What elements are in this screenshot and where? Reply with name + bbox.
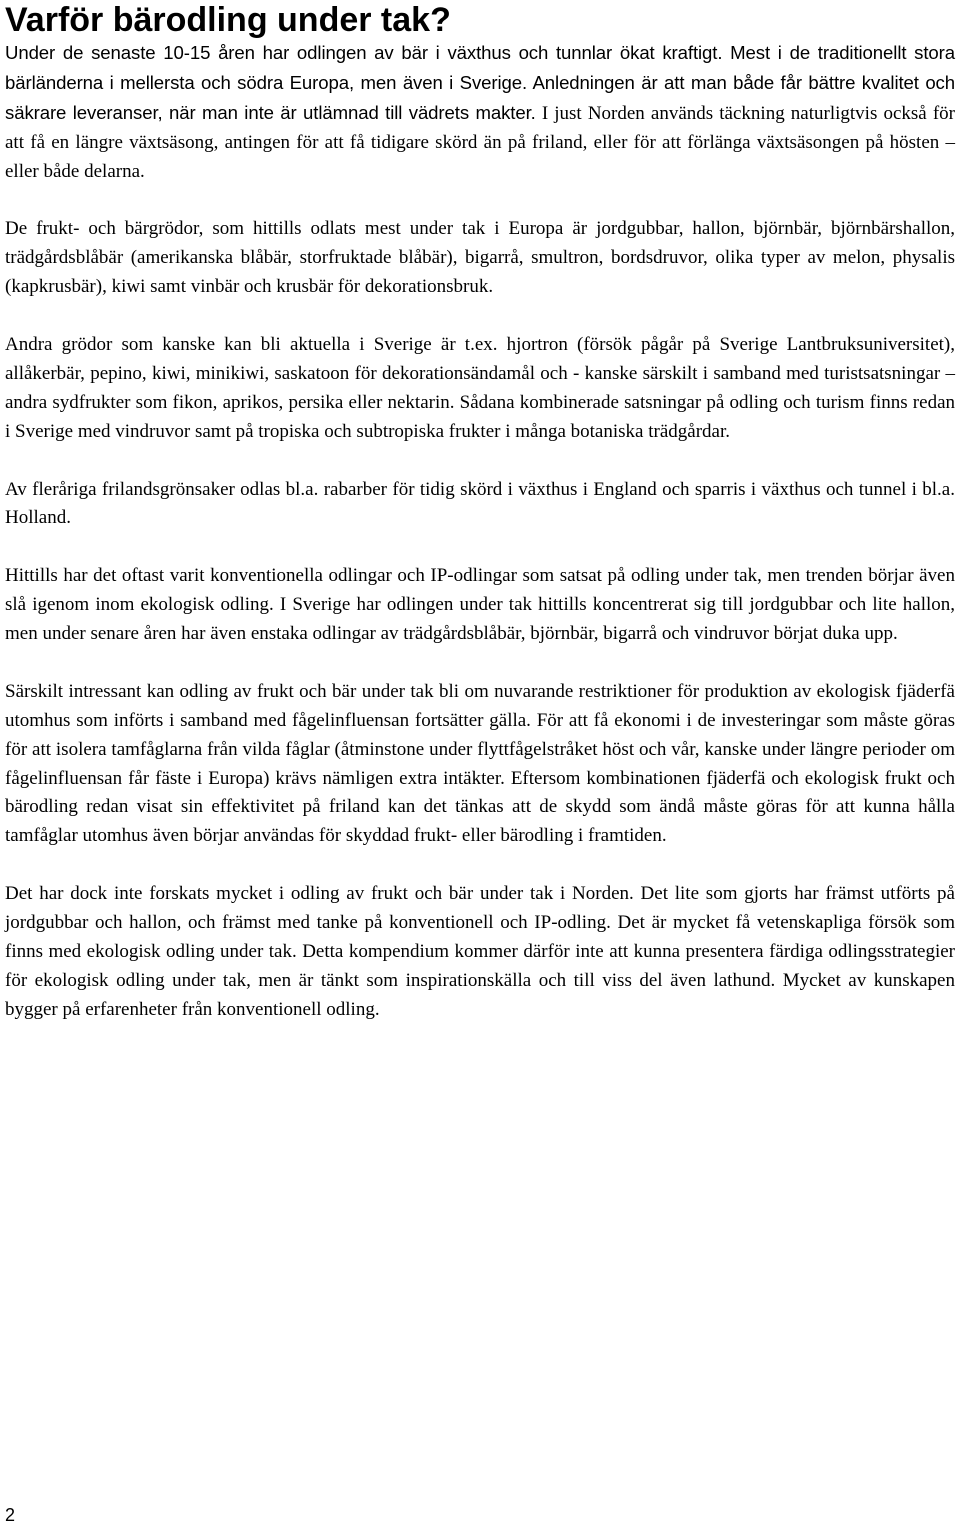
paragraph-poultry-combination: Särskilt intressant kan odling av frukt och bär under tak bli om nuvarande restriktioner för produktion av ekologisk fjäderfä utomhus som införts i samband med fågelinfluensan fortsätter gälla. För att få ekonomi i de investeringar som måste göras för att isolera tamfåglarna från vilda fåglar (åtminstone under flyttfågelstråket höst och vår, kanske under längre perioder om fågelinfluensan får fäste i Europa) krävs nämligen extra intäkter. Eftersom kombinationen fjäderfä och ekologisk frukt och bärodling redan visat sin effektivitet på friland kan det tänkas att de skydd som ändå måste göras för att kunna hålla tamfåglar utomhus även börjar användas för skyddad frukt- eller bärodling i framtiden. — [5, 680, 955, 847]
intro-paragraph — [5, 39, 955, 187]
paragraph-other-crops: Andra grödor som kanske kan bli aktuella i Sverige är t.ex. hjortron (försök pågår på Sverige Lantbruksuniversitet), allåkerbär, pepino, kiwi, minikiwi, saskatoon för dekorationsändamål och - kanske särskilt i samband med turistsatsningar – andra sydfrukter som fikon, aprikos, persika eller nektarin. Sådana kombinerade satsningar på odling och turism finns redan i Sverige med vindruvor samt på tropiska och subtropiska frukter i många botaniska trädgårdar. — [5, 334, 955, 442]
paragraph-crops-europe: De frukt- och bärgrödor, som hittills odlats mest under tak i Europa är jordgubbar, hallon, björnbär, björnbärshallon, trädgårdsblåbär (amerikanska blåbär, storfruktade blåbär), bigarrå, smultron, bordsdruvor, olika typer av melon, physalis (kapkrusbär), kiwi samt vinbär och krusbär för dekorationsbruk. — [5, 218, 955, 298]
paragraph-conventional-trend: Hittills har det oftast varit konventionella odlingar och IP-odlingar som satsat på odling under tak, men trenden börjar även slå igenom inom ekologisk odling. I Sverige har odlingen under tak hittills koncentrerat sig till jordgubbar och lite hallon, men under senare åren har även enstaka odlingar av trädgårdsblåbär, björnbär, bigarrå och vindruvor börjat duka upp. — [5, 565, 955, 645]
page-title: Varför bärodling under tak? — [5, 1, 451, 39]
intro-text-sans: Under de senaste 10-15 åren har odlingen av bär i växthus och tunnlar ökat kraftigt. Mest i de traditionellt stora bärländerna i mellersta och södra Europa, men även i Sverige. Anledningen är att man både får bättre kvalitet och säkrare leveranser, när man inte är utlämnad till vädrets makter. — [5, 42, 955, 123]
paragraph-perennial-vegetables: Av fleråriga frilandsgrönsaker odlas bl.a. rabarber för tidig skörd i växthus i England och sparris i växthus och tunnel i bl.a. Holland. — [5, 478, 955, 529]
document-page — [5, 0, 955, 1025]
page-number: 2 — [5, 1505, 16, 1525]
paragraph-research-status: Det har dock inte forskats mycket i odling av frukt och bär under tak i Norden. Det lite som gjorts har främst utförts på jordgubbar och hallon, och främst med tanke på konventionell och IP-odling. Det är mycket få vetenskapliga försök som finns med ekologisk odling under tak. Detta kompendium kommer därför inte att kunna presentera färdiga odlingsstrategier för ekologisk odling under tak, men är tänkt som inspirationskälla och till viss del även lathund. Mycket av kunskapen bygger på erfarenheter från konventionell odling. — [5, 883, 955, 1020]
intro-text-serif: I just Norden används täckning naturligtvis också för att få en längre växtsäsong, antingen för att få tidigare skörd än på friland, eller för att förlänga växtsäsongen på hösten – eller både delarna. — [5, 102, 955, 182]
